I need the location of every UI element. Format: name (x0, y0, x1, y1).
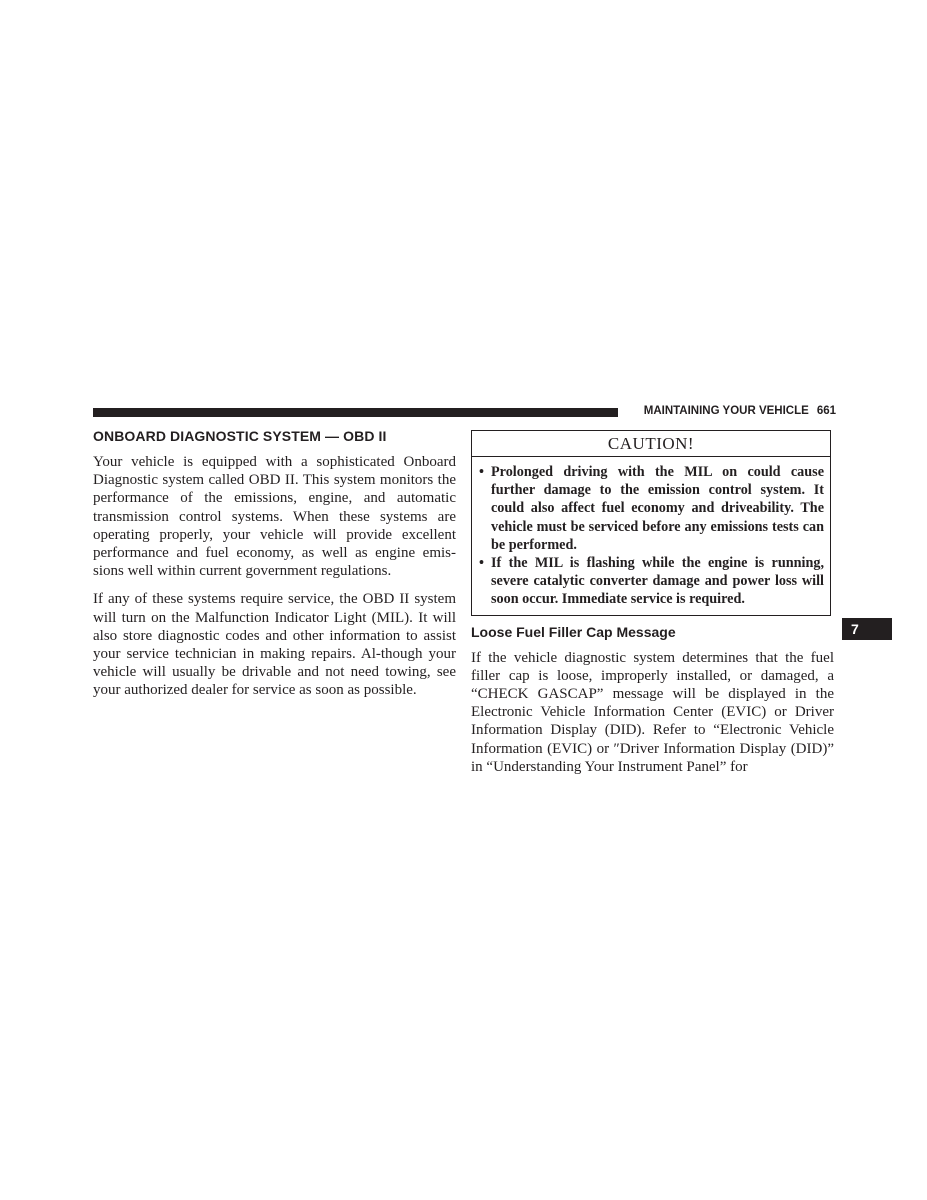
body-paragraph: If any of these systems require service, the OBD II system will turn on the Malfunction Indicator Light (MIL). It will also store diagnostic codes and other information to assist your service technician in making repairs. Al-though your vehicle will usually be drivable and not need towing, see your authorized dealer for service as soon as possible. (93, 591, 456, 699)
caution-item (478, 554, 824, 609)
caution-item (478, 463, 824, 554)
page-number: 661 (816, 405, 836, 417)
chapter-tab: 7 (842, 618, 892, 640)
header-section-title: MAINTAINING YOUR VEHICLE (643, 405, 809, 417)
body-paragraph: If the vehicle diagnostic system determines that the fuel filler cap is loose, improperly installed, or damaged, a “CHECK GASCAP” message will be displayed in the Electronic Vehicle Information Center (EVIC) or Driver Information Display (DID). Refer to “Electronic Vehicle Information (EVIC) or ″Driver Information Display (DID)” in “Understanding Your Instrument Panel” for (471, 649, 834, 775)
bullet-icon: • (479, 555, 484, 572)
caution-item-text: Prolonged driving with the MIL on could cause further damage to the emission control system. It could also affect fuel economy and driveability. The vehicle must be serviced before any emissions tests can be performed. (491, 464, 824, 553)
right-column (471, 430, 834, 786)
body-paragraph: Your vehicle is equipped with a sophisticated Onboard Diagnostic system called OBD II. This system monitors the performance of the emissions, engine, and automatic transmission control systems. When these systems are operating properly, your vehicle will provide excellent performance and fuel economy, as well as engine emis-sions well within current government regulations. (93, 454, 456, 580)
left-column (93, 428, 456, 710)
caution-list (472, 457, 830, 615)
header-rule (93, 408, 618, 417)
subsection-title: Loose Fuel Filler Cap Message (471, 623, 676, 640)
bullet-icon: • (479, 464, 484, 480)
running-header (626, 405, 836, 417)
caution-title: CAUTION! (472, 431, 830, 457)
caution-item-text: If the MIL is flashing while the engine is running, severe catalytic converter damage and power loss will soon occur. Immediate service is required. (491, 555, 824, 608)
section-title: ONBOARD DIAGNOSTIC SYSTEM — OBD II (93, 428, 387, 444)
caution-box (471, 430, 831, 616)
